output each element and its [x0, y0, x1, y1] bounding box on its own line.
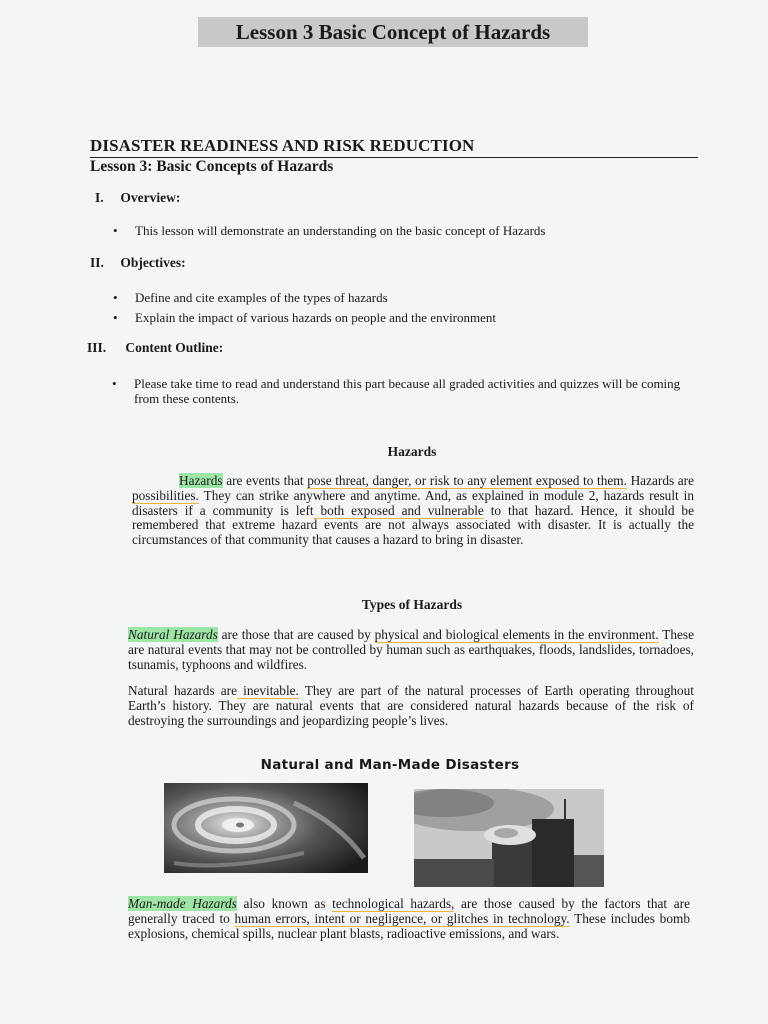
bullet-dot: •	[113, 310, 118, 325]
outline-bullet	[112, 376, 694, 406]
section-number: II.	[90, 255, 104, 270]
objective-bullet-1	[113, 290, 595, 305]
section-objectives-heading	[90, 255, 186, 271]
section-overview-heading	[95, 190, 180, 206]
bullet-text: Explain the impact of various hazards on people and the environment	[135, 310, 496, 325]
banner-title: Lesson 3 Basic Concept of Hazards	[198, 17, 588, 47]
overview-bullet	[113, 223, 605, 238]
section-number: I.	[95, 190, 104, 205]
section-heading-text: Objectives:	[120, 255, 186, 270]
manmade-hazards-paragraph: Man-made Hazards also known as technological hazards, are those caused by the factors that are generally traced to human errors, intent or negligence, or glitches in technology. These includes bomb explosions, chemical spills, nuclear plant blasts, radioactive emissions, and wars.	[128, 896, 690, 941]
hazards-paragraph: Hazards are events that pose threat, danger, or risk to any element exposed to them. Hazards are possibilities. They can strike anywhere and anytime. And, as explained in module 2, hazards result in disasters if a community is left both exposed and vulnerable to that hazard. Hence, it should be remembered that extreme hazard events are not always associated with disaster. It is actually the circumstances of that community that causes a hazard to bring in disaster.	[132, 473, 695, 548]
hazards-heading: Hazards	[387, 444, 437, 459]
underlined-phrase: possibilities.	[132, 487, 199, 503]
section-number: III.	[87, 340, 107, 355]
underlined-phrase: physical and biological elements in the environment.	[374, 627, 659, 642]
lesson-title: Lesson 3: Basic Concepts of Hazards	[90, 158, 334, 175]
tower-attack-photo	[414, 789, 604, 887]
bullet-text: Please take time to read and understand this part because all graded activities and quizzes will be coming from these contents.	[134, 376, 681, 406]
section-heading-text: Overview:	[120, 190, 181, 205]
natural-hazards-paragraph-2: Natural hazards are inevitable. They are part of the natural processes of Earth operating throughout Earth’s history. They are natural events that are considered natural hazards because of the risk of destroying the surroundings and jeopardizing people’s lives.	[128, 683, 694, 728]
natural-hazards-paragraph: Natural Hazards are those that are caused by physical and biological elements in the environment. These are natural events that may not be controlled by human such as earthquakes, floods, landslides, tornadoes, tsunamis, typhoons and wildfires.	[128, 627, 694, 672]
section-heading-text: Content Outline:	[125, 340, 224, 355]
underlined-phrase: technological hazards,	[332, 896, 455, 911]
bullet-text: Define and cite examples of the types of hazards	[135, 290, 388, 305]
types-heading: Types of Hazards	[361, 597, 463, 612]
underlined-phrase: human errors, intent or negligence, or glitches in technology.	[234, 910, 570, 926]
term-highlight: Hazards	[179, 473, 223, 488]
bullet-text: This lesson will demonstrate an understanding on the basic concept of Hazards	[135, 223, 546, 238]
underlined-phrase: both exposed and vulnerable	[313, 502, 484, 518]
bullet-dot: •	[113, 290, 118, 305]
typhoon-photo	[164, 783, 368, 873]
figure-heading: Natural and Man-Made Disasters	[260, 757, 520, 773]
section-outline-heading	[87, 340, 223, 356]
underlined-phrase: pose threat, danger, or risk to any element exposed to them.	[307, 473, 627, 488]
term-highlight: Man-made Hazards	[128, 896, 237, 911]
typhoon-image	[164, 783, 368, 873]
course-title: DISASTER READINESS AND RISK REDUCTION	[90, 136, 698, 158]
underlined-phrase: inevitable.	[236, 683, 299, 698]
tower-attack-image	[414, 789, 604, 887]
bullet-dot: •	[112, 376, 117, 391]
objective-bullet-2	[113, 310, 605, 325]
bullet-dot: •	[113, 223, 118, 238]
term-highlight: Natural Hazards	[128, 627, 218, 642]
